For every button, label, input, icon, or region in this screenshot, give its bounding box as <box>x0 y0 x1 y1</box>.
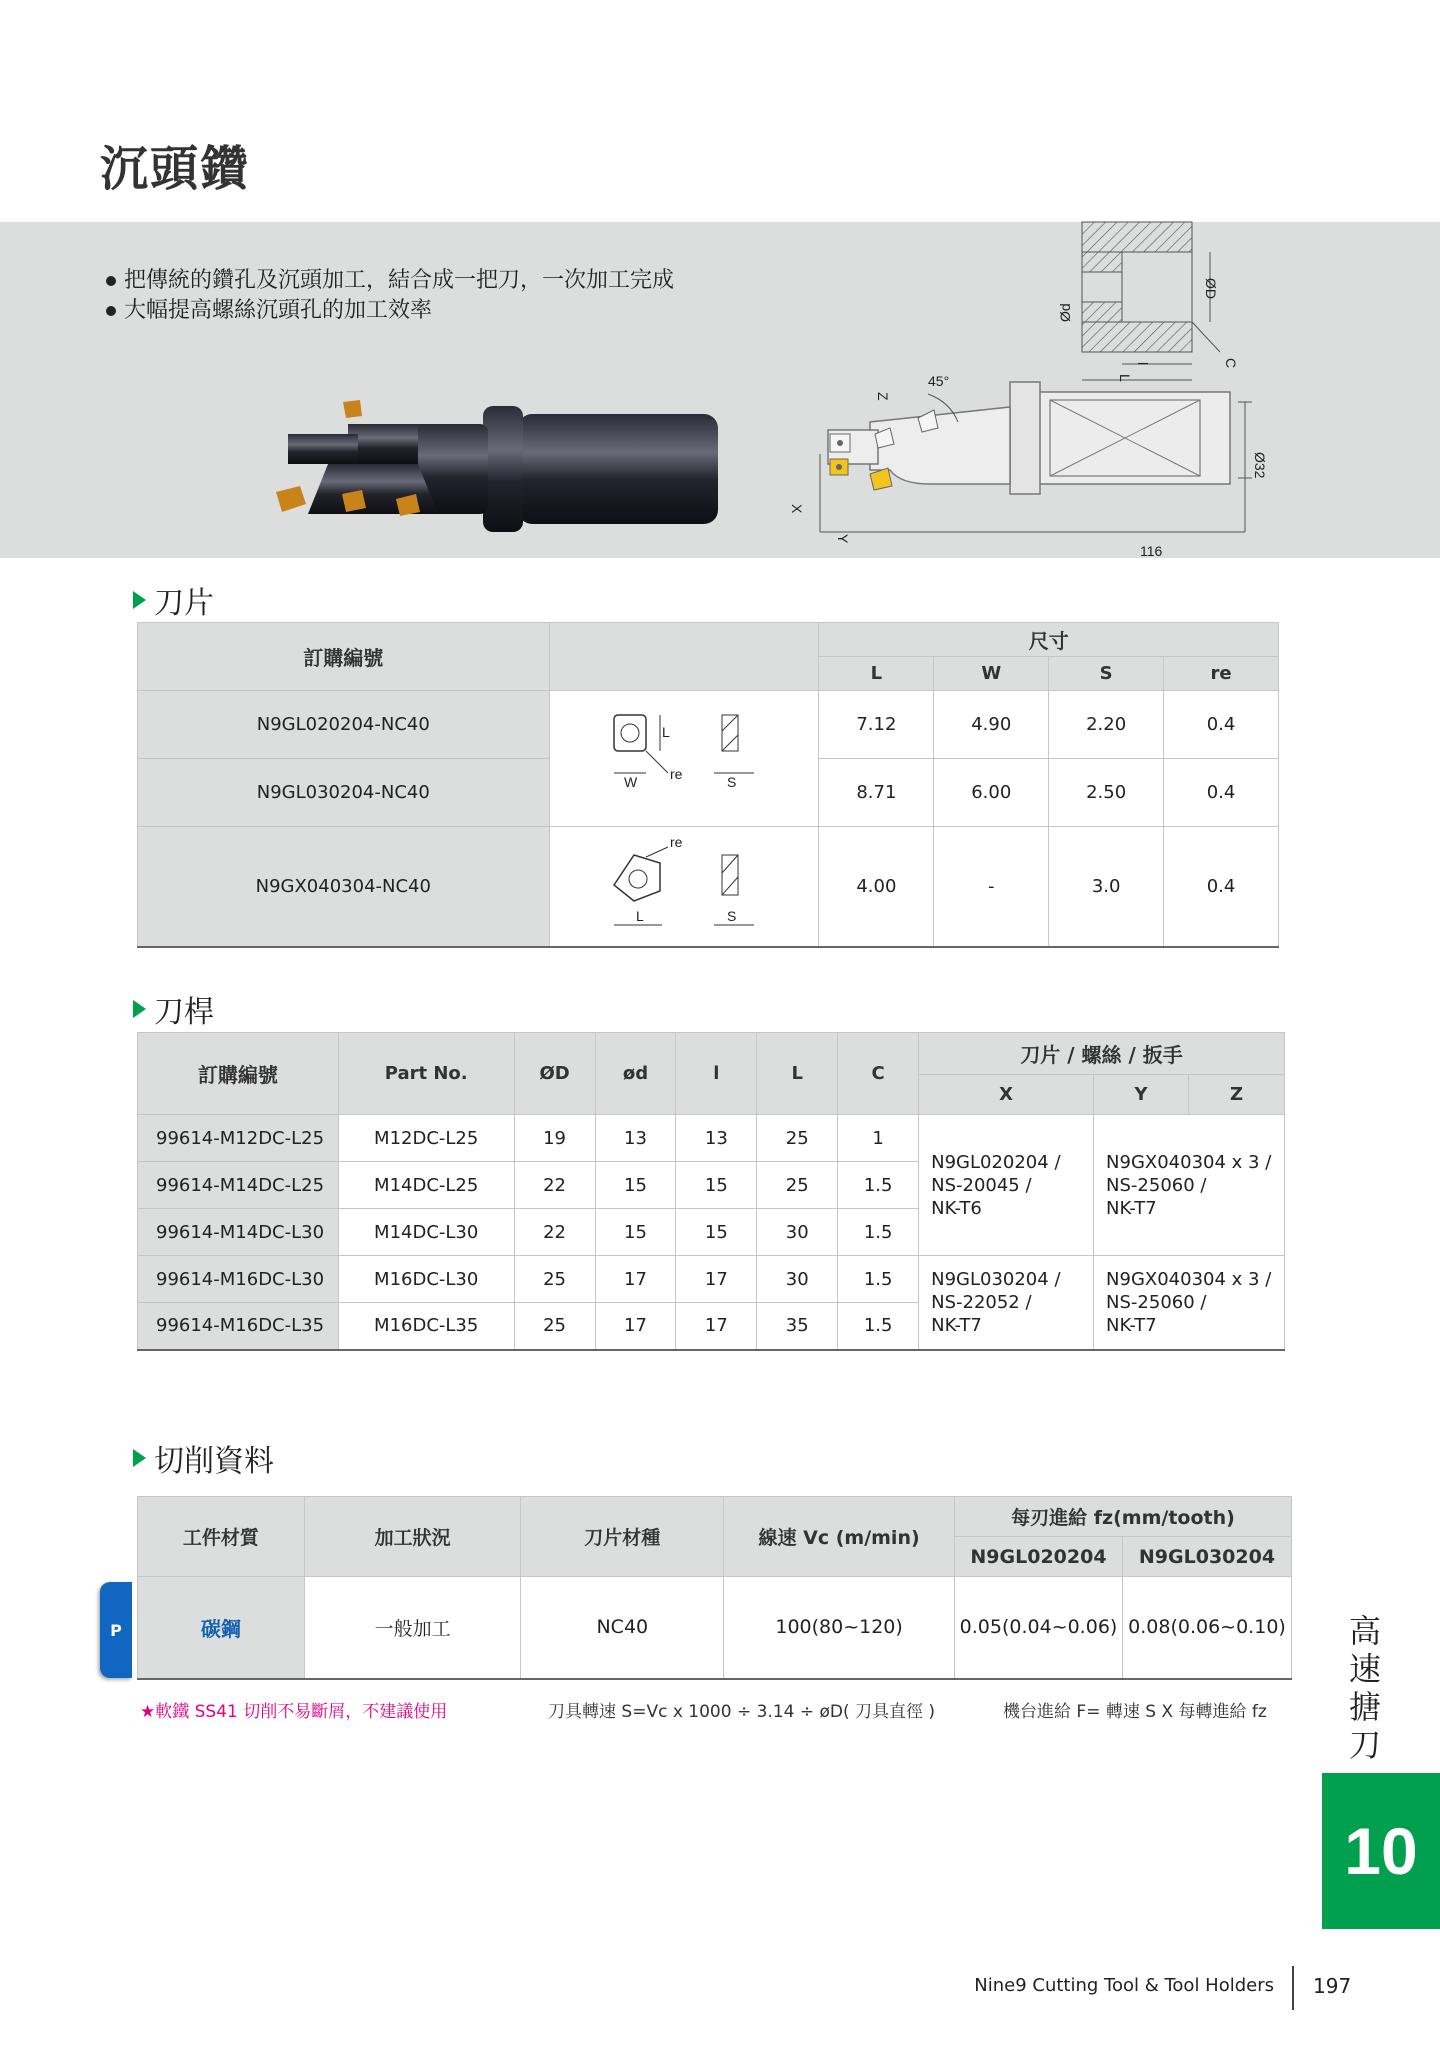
product-photo <box>268 394 728 544</box>
holder-od: 22 <box>514 1162 595 1209</box>
sketch-L: L <box>662 724 670 740</box>
feature-list <box>104 266 674 326</box>
insert-order-no: N9GX040304-NC40 <box>138 827 550 947</box>
arrow-icon <box>133 591 146 609</box>
component-wrench: NK-T6 <box>931 1197 982 1219</box>
page-number: 197 <box>1313 1974 1352 1998</box>
holder-id: 17 <box>595 1256 676 1303</box>
holder-L: 25 <box>757 1115 838 1162</box>
component-wrench: NK-T7 <box>931 1314 982 1336</box>
arrow-icon <box>133 1000 146 1018</box>
th-x: X <box>919 1075 1094 1115</box>
th-z: Z <box>1188 1075 1284 1115</box>
holder-L: 30 <box>757 1209 838 1256</box>
th-part-no: Part No. <box>338 1033 514 1115</box>
component-screw: NS-25060 / <box>1106 1291 1207 1313</box>
dim-l-small: l <box>1135 362 1151 366</box>
holder-l: 17 <box>676 1256 757 1303</box>
th-order-no: 訂購編號 <box>138 1033 339 1115</box>
th-L: L <box>757 1033 838 1115</box>
insert-L: 8.71 <box>819 759 934 827</box>
cut-feed-1: 0.05(0.04~0.06) <box>955 1577 1123 1679</box>
chapter-tab: 10 <box>1322 1773 1440 1929</box>
page-title: 沉頭鑽 <box>100 141 251 197</box>
dim-angle: 45° <box>928 373 950 389</box>
sketch-L: L <box>636 907 644 924</box>
holders-section-title <box>133 987 214 1031</box>
insert-sketch-square <box>549 691 819 827</box>
holder-id: 13 <box>595 1115 676 1162</box>
components-yz <box>1094 1256 1285 1350</box>
side-category-char: 刀 <box>1348 1726 1381 1764</box>
insert-re: 0.4 <box>1164 827 1279 947</box>
cut-feed-2: 0.08(0.06~0.10) <box>1122 1577 1291 1679</box>
side-category-char: 速 <box>1348 1650 1381 1688</box>
inserts-section-title <box>133 578 214 622</box>
cutting-title-text: 切削資料 <box>154 1444 274 1479</box>
sketch-S: S <box>727 907 737 924</box>
dim-od: ØD <box>1203 278 1219 299</box>
holder-part-no: M16DC-L35 <box>338 1303 514 1350</box>
insert-W: - <box>934 827 1049 947</box>
table-row <box>138 1115 1285 1162</box>
insert-order-no: N9GL030204-NC40 <box>138 759 550 827</box>
components-yz <box>1094 1115 1285 1256</box>
insert-L: 7.12 <box>819 691 934 759</box>
holder-c: 1 <box>838 1115 919 1162</box>
cutting-table <box>137 1496 1292 1680</box>
cutting-section-title <box>133 1436 274 1480</box>
counterbore-section <box>1057 222 1260 392</box>
sketch-re: re <box>670 766 683 782</box>
th-W: W <box>934 657 1049 691</box>
holders-title-text: 刀桿 <box>154 995 214 1030</box>
holder-L: 35 <box>757 1303 838 1350</box>
th-material: 工件材質 <box>138 1497 305 1577</box>
dim-l-big: L <box>1117 374 1133 382</box>
insert-S: 2.20 <box>1049 691 1164 759</box>
dim-c: C <box>1223 358 1239 369</box>
sketch-W: W <box>624 774 638 790</box>
th-feed: 每刃進給 fz(mm/tooth) <box>955 1497 1292 1537</box>
rpm-formula: 刀具轉速 S=Vc x 1000 ÷ 3.14 ÷ øD( 刀具直徑 ) <box>548 1702 936 1722</box>
cut-material: 碳鋼 <box>138 1577 305 1679</box>
holder-part-no: M14DC-L25 <box>338 1162 514 1209</box>
table-row <box>138 1577 1292 1679</box>
cut-speed: 100(80~120) <box>724 1577 955 1679</box>
insert-sketch-trigon <box>549 827 819 947</box>
component-screw: NS-25060 / <box>1106 1174 1207 1196</box>
insert-S: 3.0 <box>1049 827 1164 947</box>
holder-od: 25 <box>514 1256 595 1303</box>
insert-order-no: N9GL020204-NC40 <box>138 691 550 759</box>
th-order-no: 訂購編號 <box>138 623 550 691</box>
insert-W: 4.90 <box>934 691 1049 759</box>
insert-re: 0.4 <box>1164 691 1279 759</box>
side-category <box>1345 1612 1385 1764</box>
component-screw: NS-20045 / <box>931 1174 1032 1196</box>
holder-part-no: M14DC-L30 <box>338 1209 514 1256</box>
component-wrench: NK-T7 <box>1106 1197 1157 1219</box>
sketch-re: re <box>670 833 683 850</box>
th-od: ØD <box>514 1033 595 1115</box>
th-y: Y <box>1094 1075 1189 1115</box>
dim-dia32: Ø32 <box>1252 452 1268 479</box>
holder-c: 1.5 <box>838 1209 919 1256</box>
dim-x: X <box>789 504 805 514</box>
warning-note: ★軟鐵 SS41 切削不易斷屑，不建議使用 <box>140 1702 448 1722</box>
th-L: L <box>819 657 934 691</box>
holder-l: 15 <box>676 1209 757 1256</box>
th-speed: 線速 Vc (m/min) <box>724 1497 955 1577</box>
insert-L: 4.00 <box>819 827 934 947</box>
holder-l: 15 <box>676 1162 757 1209</box>
th-id: ød <box>595 1033 676 1115</box>
cut-condition: 一般加工 <box>304 1577 521 1679</box>
insert-S: 2.50 <box>1049 759 1164 827</box>
dim-z: Z <box>875 392 891 401</box>
th-condition: 加工狀況 <box>304 1497 521 1577</box>
th-re: re <box>1164 657 1279 691</box>
holder-id: 17 <box>595 1303 676 1350</box>
dim-116: 116 <box>1140 543 1163 559</box>
th-sketch <box>549 623 819 691</box>
dim-y: Y <box>835 534 851 544</box>
holder-l: 17 <box>676 1303 757 1350</box>
arrow-icon <box>133 1449 146 1467</box>
component-wrench: NK-T7 <box>1106 1314 1157 1336</box>
sketch-S: S <box>727 774 737 790</box>
insert-sketch-icon <box>584 701 784 811</box>
holder-part-no: M16DC-L30 <box>338 1256 514 1303</box>
components-x <box>919 1256 1094 1350</box>
holder-od: 22 <box>514 1209 595 1256</box>
side-category-char: 高 <box>1348 1612 1381 1650</box>
components-x <box>919 1115 1094 1256</box>
cut-grade: NC40 <box>521 1577 724 1679</box>
holder-order-no: 99614-M14DC-L25 <box>138 1162 339 1209</box>
table-row <box>138 691 1279 759</box>
th-feed-1: N9GL020204 <box>955 1537 1123 1577</box>
footer-brand: Nine9 Cutting Tool & Tool Holders <box>974 1975 1274 1996</box>
holder-order-no: 99614-M12DC-L25 <box>138 1115 339 1162</box>
holder-c: 1.5 <box>838 1256 919 1303</box>
holder-c: 1.5 <box>838 1303 919 1350</box>
holder-c: 1.5 <box>838 1162 919 1209</box>
trigon-sketch-icon <box>584 829 784 939</box>
holder-id: 15 <box>595 1162 676 1209</box>
hero-band <box>0 222 1440 558</box>
th-S: S <box>1049 657 1164 691</box>
inserts-title-text: 刀片 <box>154 586 214 621</box>
component-insert: N9GL030204 / <box>931 1268 1061 1290</box>
component-insert: N9GX040304 x 3 / <box>1106 1151 1272 1173</box>
holder-part-no: M12DC-L25 <box>338 1115 514 1162</box>
side-category-char: 搪 <box>1348 1688 1381 1726</box>
component-insert: N9GX040304 x 3 / <box>1106 1268 1272 1290</box>
holder-l: 13 <box>676 1115 757 1162</box>
component-screw: NS-22052 / <box>931 1291 1032 1313</box>
holder-order-no: 99614-M16DC-L35 <box>138 1303 339 1350</box>
inserts-table <box>137 622 1279 948</box>
th-l: l <box>676 1033 757 1115</box>
holder-order-no: 99614-M16DC-L30 <box>138 1256 339 1303</box>
holder-od: 19 <box>514 1115 595 1162</box>
feature-item: 把傳統的鑽孔及沉頭加工，結合成一把刀，一次加工完成 <box>104 266 674 296</box>
iso-p-tab: P <box>100 1582 132 1678</box>
th-feed-2: N9GL030204 <box>1122 1537 1291 1577</box>
feature-item: 大幅提高螺絲沉頭孔的加工效率 <box>104 296 674 326</box>
th-size: 尺寸 <box>819 623 1279 657</box>
holder-L: 25 <box>757 1162 838 1209</box>
table-row <box>138 1256 1285 1303</box>
insert-re: 0.4 <box>1164 759 1279 827</box>
th-grade: 刀片材種 <box>521 1497 724 1577</box>
table-row <box>138 827 1279 947</box>
dim-id: Ød <box>1057 303 1073 322</box>
feed-formula: 機台進給 F= 轉速 S X 每轉進給 fz <box>1003 1702 1267 1722</box>
holder-id: 15 <box>595 1209 676 1256</box>
footer-divider <box>1292 1966 1294 2010</box>
th-c: C <box>838 1033 919 1115</box>
holder-L: 30 <box>757 1256 838 1303</box>
th-components: 刀片 / 螺絲 / 扳手 <box>919 1033 1285 1075</box>
holder-od: 25 <box>514 1303 595 1350</box>
insert-W: 6.00 <box>934 759 1049 827</box>
holder-order-no: 99614-M14DC-L30 <box>138 1209 339 1256</box>
component-insert: N9GL020204 / <box>931 1151 1061 1173</box>
holders-table <box>137 1032 1285 1351</box>
